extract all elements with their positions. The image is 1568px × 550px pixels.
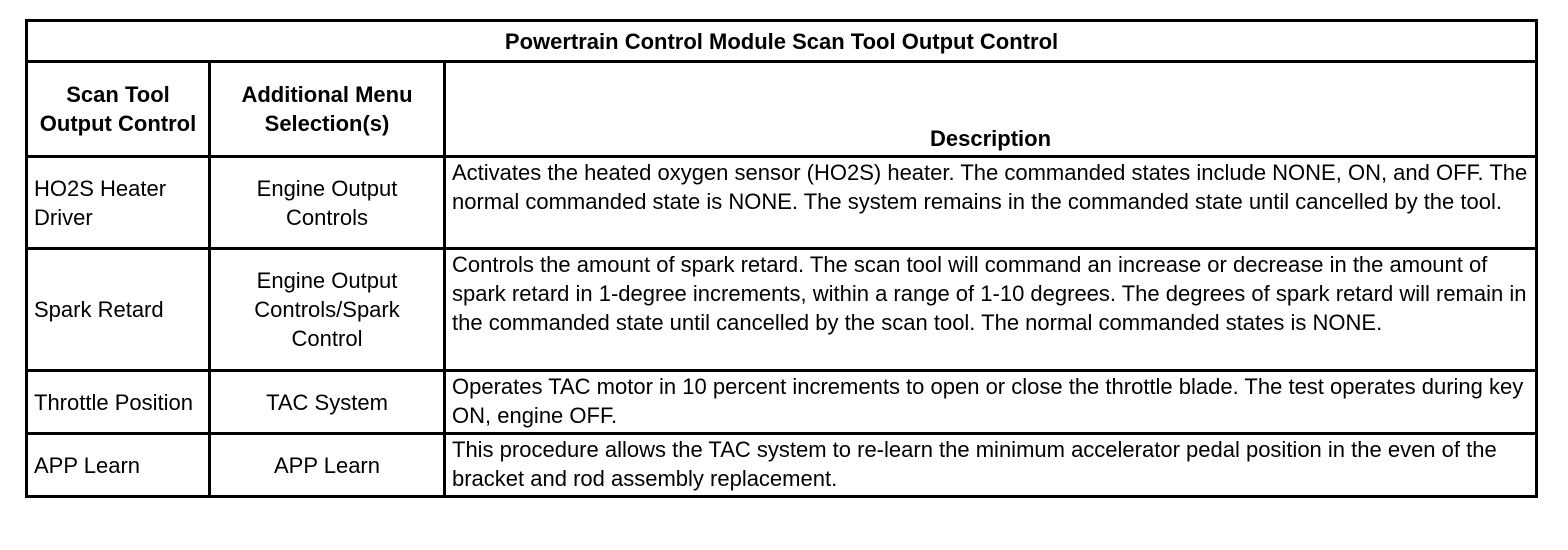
description-cell: Operates TAC motor in 10 percent increments to open or close the throttle blade. The test operates during key ON, engine OFF. bbox=[445, 371, 1537, 434]
table-row bbox=[27, 371, 1537, 434]
output-control-table bbox=[25, 19, 1538, 498]
table-row bbox=[27, 249, 1537, 371]
column-header-menu-selection: Additional Menu Selection(s) bbox=[210, 62, 445, 157]
menu-selection-cell: Engine Output Controls/Spark Control bbox=[210, 249, 445, 371]
menu-selection-cell: TAC System bbox=[210, 371, 445, 434]
output-control-cell: HO2S Heater Driver bbox=[27, 157, 210, 249]
menu-selection-cell: Engine Output Controls bbox=[210, 157, 445, 249]
menu-selection-cell: APP Learn bbox=[210, 434, 445, 497]
table-row bbox=[27, 434, 1537, 497]
column-header-output-control: Scan Tool Output Control bbox=[27, 62, 210, 157]
output-control-cell: Spark Retard bbox=[27, 249, 210, 371]
column-header-description: Description bbox=[445, 62, 1537, 157]
description-cell: This procedure allows the TAC system to re-learn the minimum accelerator pedal position in the even of the bracket and rod assembly replacement. bbox=[445, 434, 1537, 497]
table-row bbox=[27, 157, 1537, 249]
output-control-cell: APP Learn bbox=[27, 434, 210, 497]
output-control-cell: Throttle Position bbox=[27, 371, 210, 434]
description-cell: Activates the heated oxygen sensor (HO2S) heater. The commanded states include NONE, ON, and OFF. The normal commanded state is NONE. The system remains in the commanded state until cancelled by the tool. bbox=[445, 157, 1537, 249]
table-title-row bbox=[27, 21, 1537, 62]
table-header-row bbox=[27, 62, 1537, 157]
description-cell: Controls the amount of spark retard. The scan tool will command an increase or decrease in the amount of spark retard in 1-degree increments, within a range of 1-10 degrees. The degrees of spark retard will remain in the commanded state until cancelled by the scan tool. The normal commanded states is NONE. bbox=[445, 249, 1537, 371]
table-title: Powertrain Control Module Scan Tool Output Control bbox=[27, 21, 1537, 62]
